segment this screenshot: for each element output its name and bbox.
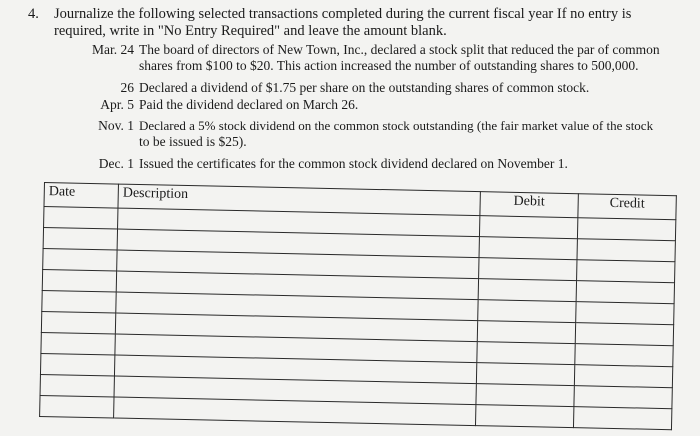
date-cell[interactable]	[42, 269, 116, 292]
date-cell[interactable]	[40, 374, 114, 397]
transaction-dec1	[84, 156, 694, 174]
debit-cell[interactable]	[475, 405, 573, 428]
credit-cell[interactable]	[577, 260, 675, 283]
date-cell[interactable]	[40, 353, 114, 376]
transaction-line: shares from $100 to $20. This action increased the number of outstanding shares to 500,000.	[139, 58, 639, 73]
credit-cell[interactable]	[575, 323, 673, 346]
debit-cell[interactable]	[479, 216, 577, 239]
debit-cell[interactable]	[477, 342, 575, 365]
transaction-date: Mar. 24	[92, 42, 134, 57]
transaction-line: The board of directors of New Town, Inc., declared a stock split that reduced the par of common	[139, 42, 660, 57]
credit-cell[interactable]	[575, 344, 673, 367]
header-credit: Credit	[578, 194, 676, 220]
credit-cell[interactable]	[577, 218, 675, 241]
question-line-2: required, write in "No Entry Required" and leave the amount blank.	[54, 23, 447, 39]
debit-cell[interactable]	[476, 384, 574, 407]
debit-cell[interactable]	[479, 258, 577, 281]
date-cell[interactable]	[40, 395, 114, 418]
transaction-date: Nov. 1	[98, 118, 134, 133]
date-cell[interactable]	[43, 248, 117, 271]
header-description: Description	[118, 184, 480, 216]
credit-cell[interactable]	[574, 365, 672, 388]
transaction-line: Declared a dividend of $1.75 per share on the outstanding shares of common stock.	[139, 80, 590, 95]
date-cell[interactable]	[41, 332, 115, 355]
debit-cell[interactable]	[476, 363, 574, 386]
header-debit: Debit	[480, 192, 578, 218]
transaction-nov1	[84, 118, 696, 154]
date-cell[interactable]	[44, 207, 118, 230]
credit-cell[interactable]	[577, 239, 675, 262]
date-cell[interactable]	[43, 228, 117, 251]
question-line-1: Journalize the following selected transactions completed during the current fiscal year If no entry is	[54, 6, 632, 22]
transaction-date: 26	[120, 80, 134, 95]
transaction-line: Declared a 5% stock dividend on the common stock outstanding (the fair market value of the stock	[139, 118, 654, 133]
transaction-line: Paid the dividend declared on March 26.	[139, 97, 359, 112]
question-text	[54, 6, 694, 40]
transaction-mar24	[84, 42, 694, 78]
debit-cell[interactable]	[479, 237, 577, 260]
debit-cell[interactable]	[477, 321, 575, 344]
question-number: 4.	[28, 6, 39, 22]
transaction-mar26	[84, 80, 694, 98]
credit-cell[interactable]	[576, 302, 674, 325]
credit-cell[interactable]	[576, 281, 674, 304]
credit-cell[interactable]	[574, 386, 672, 409]
transaction-line: to be issued is $25).	[139, 134, 247, 149]
journal-table	[39, 182, 677, 430]
transaction-date: Dec. 1	[98, 156, 134, 171]
credit-cell[interactable]	[573, 407, 671, 430]
transaction-date: Apr. 5	[100, 97, 134, 112]
header-date: Date	[44, 183, 118, 209]
debit-cell[interactable]	[478, 300, 576, 323]
transaction-line: Issued the certificates for the common stock dividend declared on November 1.	[139, 156, 568, 171]
debit-cell[interactable]	[478, 279, 576, 302]
date-cell[interactable]	[42, 290, 116, 313]
date-cell[interactable]	[41, 311, 115, 334]
transaction-apr5	[84, 97, 694, 115]
